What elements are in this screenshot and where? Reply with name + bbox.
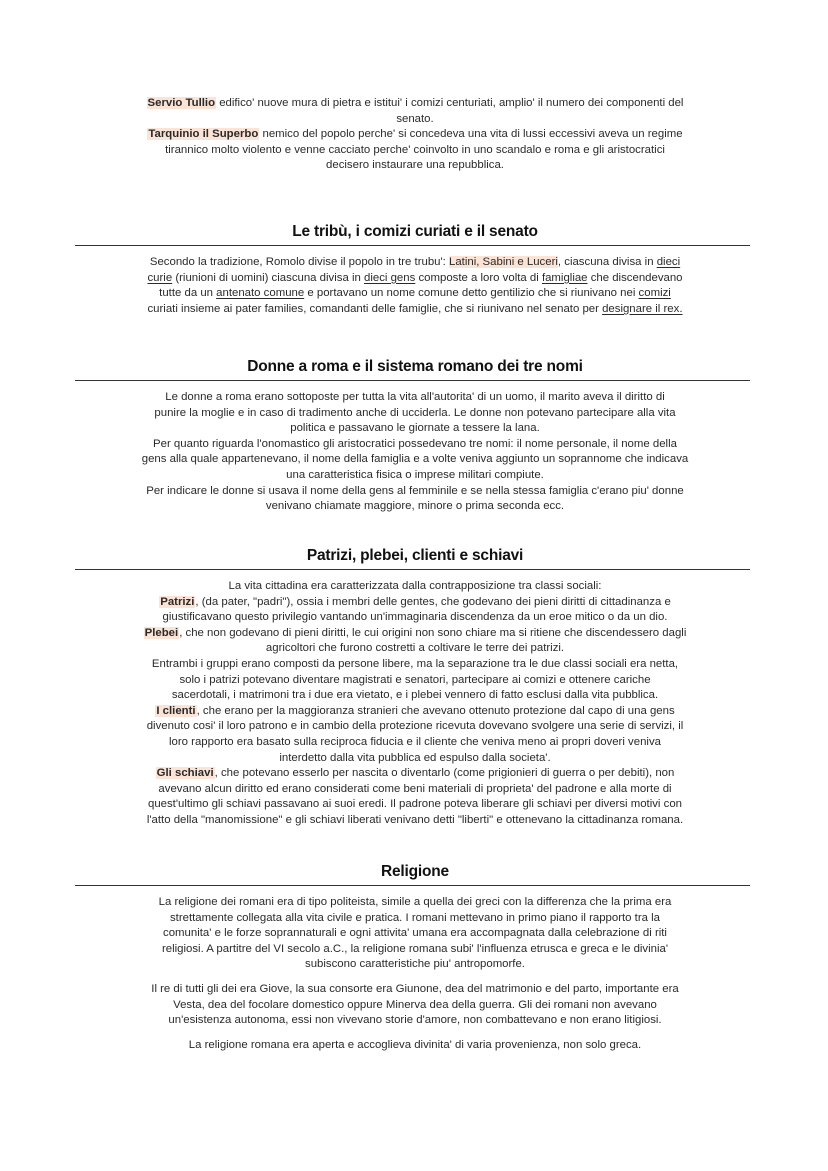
section-body	[70, 255, 760, 317]
text-segment: La religione romana era aperta e accoglieva divinita' di varia provenienza, non solo greca.	[188, 1038, 642, 1051]
text-segment: religiosi. A partitre del VI secolo a.C., la religione romana subi' l'influenza etrusca e greca e le divinia'	[161, 942, 669, 955]
text-line	[70, 468, 760, 484]
underlined-term: designare il rex.	[602, 302, 683, 315]
text-segment: un'esistenza autonoma, essi non vivevano storie d'amore, non combattevano e non erano litigiosi.	[168, 1014, 662, 1027]
text-segment: punire la moglie e in caso di tradimento anche di ucciderla. Le donne non potevano partecipare alla vita	[154, 406, 676, 419]
text-segment: , che erano per la maggioranza stranieri che avevano ottenuto protezione dal capo di una gens	[196, 704, 675, 717]
underlined-term: curie	[147, 271, 173, 284]
text-line	[70, 895, 760, 911]
text-segment: Entrambi i gruppi erano composti da persone libere, ma la separazione tra le due classi sociali era netta,	[151, 657, 679, 670]
intro-text	[70, 96, 760, 174]
text-segment: comunita' e le forze soprannaturali e ogni attivita' umana era accompagnata dalla celebrazione di riti	[163, 927, 667, 940]
section-heading: Le tribù, i comizi curiati e il senato	[292, 223, 538, 240]
text-line	[70, 255, 760, 271]
text-line	[70, 579, 760, 595]
text-segment: Per quanto riguarda l'onomastico gli aristocratici possedevano tre nomi: il nome personale, il nome della	[153, 437, 677, 450]
text-segment: agricoltori che furono costretti a coltivare le terre dei patrizi.	[265, 642, 565, 655]
section-heading: Patrizi, plebei, clienti e schiavi	[306, 547, 524, 564]
text-line	[70, 797, 760, 813]
underlined-term: antenato comune	[216, 287, 305, 300]
text-line	[70, 158, 760, 174]
text-line	[70, 452, 760, 468]
text-segment: senato.	[396, 112, 434, 125]
text-line	[70, 595, 760, 611]
text-segment: composte a loro volta di	[415, 271, 542, 284]
highlighted-term: Patrizi	[160, 595, 195, 608]
text-segment: edifico' nuove mura di pietra e istitui' i comizi centuriati, amplio' il numero dei componenti del	[216, 97, 684, 109]
heading-divider	[75, 380, 750, 381]
text-line	[70, 421, 760, 437]
highlighted-term: Tarquinio il Superbo	[148, 128, 259, 141]
text-segment: Vesta, dea del focolare domestico oppure Minerva dea della guerra. Gli dei romani non avevano	[173, 998, 657, 1011]
text-line	[70, 1013, 760, 1029]
text-segment: , che potevano esserlo per nascita o diventarlo (come prigionieri di guerra o per debiti), non	[214, 767, 675, 780]
text-segment: strettamente collegata alla vita civile e pratica. I romani mettevano in primo piano il rapporto tra la	[169, 911, 661, 924]
highlighted-term: Servio Tullio	[147, 97, 216, 109]
text-segment: La vita cittadina era caratterizzata dalla contrapposizione tra classi sociali:	[228, 580, 602, 592]
text-line	[70, 626, 760, 642]
text-segment: Il re di tutti gli dei era Giove, la sua consorte era Giunone, dea del matrimonio e del parto, importante era	[151, 982, 679, 995]
section-heading: Donne a roma e il sistema romano dei tre nomi	[247, 358, 583, 375]
section-body	[70, 895, 760, 1053]
text-segment: nemico del popolo perche' si concedeva una vita di lussi eccessivi aveva un regime	[259, 128, 683, 141]
text-segment: subiscono caratteristiche piu' antropomorfe.	[305, 958, 525, 971]
text-line	[70, 719, 760, 735]
text-line	[70, 735, 760, 751]
text-segment: politica e passavano le giornate a tessere la lana.	[290, 422, 540, 435]
text-segment: che discendevano	[587, 271, 683, 284]
highlighted-term: Gli schiavi	[156, 767, 214, 780]
underlined-term: dieci	[656, 256, 681, 268]
text-segment: decisero instaurare una repubblica.	[326, 159, 504, 172]
text-line	[70, 112, 760, 128]
text-line	[70, 499, 760, 515]
text-segment: tutte da un	[159, 287, 217, 300]
text-line	[70, 957, 760, 973]
underlined-term: famigliae	[541, 271, 588, 284]
text-segment: , che non godevano di pieni diritti, le cui origini non sono chiare ma si ritiene che discendessero dagli	[179, 626, 687, 639]
text-segment: sacerdotali, i matrimoni tra i due era vietato, e i plebei vennero di fatto esclusi dalla vita pubblica.	[171, 689, 659, 702]
text-line	[70, 942, 760, 958]
text-line	[70, 437, 760, 453]
text-line	[70, 688, 760, 704]
text-line	[70, 813, 760, 829]
text-segment: e portavano un nome comune detto gentilizio che si riunivano nei	[304, 287, 639, 300]
text-segment: , ciascuna divisa in	[557, 256, 657, 268]
section-tribu	[70, 223, 760, 317]
text-segment: l'atto della "manomissione" e gli schiavi liberati venivano detti "liberti" e ottenevano la cittadinanza romana.	[146, 813, 684, 826]
text-segment: divenuto cosi' il loro patrono e in cambio della protezione ricevuta dovevano svolgere una serie di servizi, il	[146, 720, 684, 733]
text-line	[70, 390, 760, 406]
text-line	[70, 982, 760, 998]
heading-divider	[75, 245, 750, 246]
text-segment: una caratteristica fisica o imprese militari compiute.	[286, 468, 544, 481]
section-body	[70, 390, 760, 515]
text-line	[70, 286, 760, 302]
text-segment: Le donne a roma erano sottoposte per tutta la vita all'autorita' di un uomo, il marito aveva il diritto di	[165, 391, 665, 403]
underlined-term: comizi	[638, 287, 671, 300]
text-line	[70, 96, 760, 112]
text-line	[70, 998, 760, 1014]
text-segment: interdetto dalla vita pubblica ed espulso dalla societa'.	[279, 751, 551, 764]
highlighted-term: Plebei	[144, 626, 179, 639]
text-segment: , (da pater, "padri"), ossia i membri delle gentes, che godevano dei pieni diritti di cittadinanza e	[195, 595, 671, 608]
text-segment: loro rapporto era basato sulla reciproca fiducia e il cliente che veniva meno ai propri doveri veniva	[169, 735, 661, 748]
text-line	[70, 610, 760, 626]
text-segment: curiati insieme ai pater families, comandanti delle famiglie, che si riunivano nel senato per	[147, 302, 603, 315]
paragraph-gap	[70, 1029, 760, 1038]
text-line	[70, 406, 760, 422]
text-line	[70, 484, 760, 500]
text-line	[70, 127, 760, 143]
text-line	[70, 704, 760, 720]
text-line	[70, 751, 760, 767]
text-segment: giustificavano questo privilegio vantando un'immaginaria discendenza da un eroe mitico o da un dio.	[162, 611, 668, 624]
text-segment: quest'ultimo gli schiavi passavano ai suoi eredi. Il padrone poteva liberare gli schiavi per diversi motivi con	[147, 798, 682, 811]
text-segment: avevano alcun diritto ed erano considerati come beni materiali di proprieta' del padrone e alla morte di	[158, 782, 672, 795]
text-line	[70, 657, 760, 673]
text-line	[70, 302, 760, 318]
text-line	[70, 911, 760, 927]
heading-divider	[75, 569, 750, 570]
text-line	[70, 271, 760, 287]
section-heading: Religione	[381, 863, 449, 880]
paragraph-gap	[70, 973, 760, 982]
section-donne	[70, 358, 760, 515]
text-segment: gens alla quale appartenevano, il nome della famiglia e a volte veniva aggiunto un soprannome che indicava	[141, 453, 689, 466]
text-line	[70, 641, 760, 657]
heading-divider	[75, 885, 750, 886]
section-classi-sociali	[70, 547, 760, 829]
text-line	[70, 1038, 760, 1054]
text-segment: Secondo la tradizione, Romolo divise il popolo in tre trubu':	[149, 256, 449, 268]
text-segment: Per indicare le donne si usava il nome della gens al femminile e se nella stessa famiglia c'erano piu' donne	[146, 484, 684, 497]
text-line	[70, 673, 760, 689]
highlighted-text: Latini, Sabini e Luceri	[449, 256, 558, 268]
text-line	[70, 926, 760, 942]
text-line	[70, 143, 760, 159]
text-segment: solo i patrizi potevano diventare magistrati e senatori, partecipare ai comizi e ottenere cariche	[179, 673, 651, 686]
text-segment: (riunioni di uomini) ciascuna divisa in	[172, 271, 364, 284]
highlighted-term: I clienti	[156, 704, 196, 717]
text-segment: La religione dei romani era di tipo politeista, simile a quella dei greci con la differenza che la prima era	[158, 896, 672, 908]
text-segment: venivano chiamate maggiore, minore o prima seconda ecc.	[265, 500, 565, 513]
underlined-term: dieci gens	[364, 271, 416, 284]
text-line	[70, 782, 760, 798]
section-religione	[70, 863, 760, 1053]
text-line	[70, 766, 760, 782]
section-body	[70, 579, 760, 829]
text-segment: tirannico molto violento e venne cacciato perche' coinvolto in uno scandalo e roma e gli aristocratici	[165, 143, 665, 156]
